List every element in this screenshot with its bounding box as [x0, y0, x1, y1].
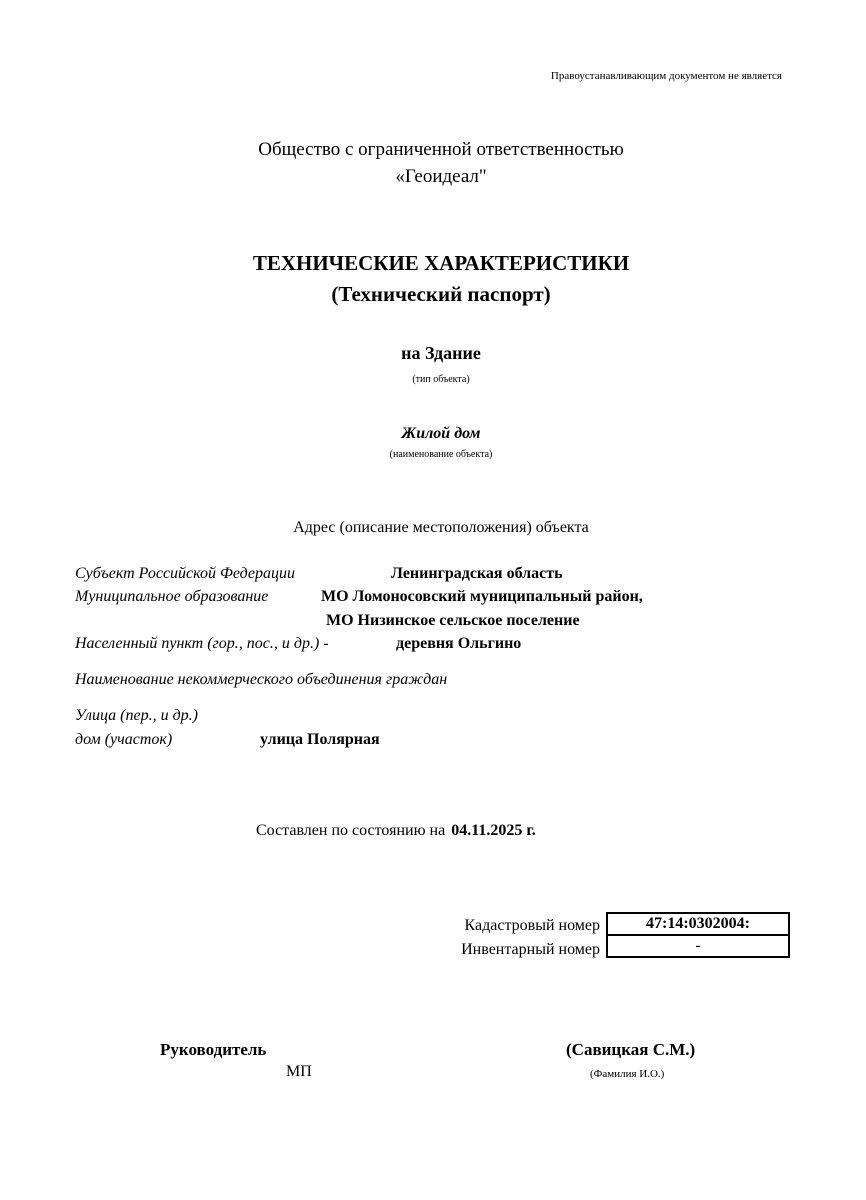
- inventory-label: Инвентарный номер: [461, 941, 600, 958]
- object-type-caption: (тип объекта): [412, 374, 470, 385]
- object-name-value: Жилой дом: [401, 425, 481, 442]
- document-title: ТЕХНИЧЕСКИЕ ХАРАКТЕРИСТИКИ: [252, 251, 630, 275]
- cadastral-label: Кадастровый номер: [464, 917, 600, 934]
- organization-name: Общество с ограниченной ответственностью: [258, 139, 624, 160]
- legal-notice: Правоустанавливающим документом не является: [550, 70, 782, 82]
- stamp-placeholder: МП: [286, 1063, 312, 1080]
- inventory-number-cell: -: [606, 935, 790, 958]
- municipal-value-2: МО Низинское сельское поселение: [326, 612, 580, 629]
- municipal-label: Муниципальное образование: [75, 588, 269, 605]
- street-label: Улица (пер., и др.): [75, 707, 198, 724]
- head-label: Руководитель: [160, 1040, 267, 1059]
- house-label: дом (участок): [75, 731, 173, 748]
- compiled-date-line: [256, 822, 536, 840]
- organization-brand: «Геоидеал": [395, 166, 487, 187]
- settlement-label: Населенный пункт (гор., пос., и др.) -: [75, 635, 329, 652]
- municipal-value-1: МО Ломоносовский муниципальный район,: [321, 588, 643, 605]
- signatory-name: (Савицкая С.М.): [566, 1040, 696, 1059]
- subject-value: Ленинградская область: [391, 565, 563, 582]
- compiled-date: 04.11.2025 г.: [451, 822, 536, 839]
- compiled-label: Составлен по состоянию на: [256, 822, 446, 839]
- settlement-value: деревня Ольгино: [396, 635, 522, 652]
- association-label: Наименование некоммерческого объединения граждан: [75, 671, 448, 688]
- document-subtitle: (Технический паспорт): [331, 282, 551, 306]
- object-type-value: на Здание: [401, 343, 481, 363]
- house-value: улица Полярная: [260, 731, 380, 748]
- cadastral-number-cell: 47:14:0302004:: [606, 912, 790, 935]
- address-heading: Адрес (описание местоположения) объекта: [293, 519, 589, 536]
- signatory-caption: (Фамилия И.О.): [590, 1068, 665, 1080]
- object-name-caption: (наименование объекта): [389, 449, 493, 460]
- subject-label: Субъект Российской Федерации: [75, 565, 295, 582]
